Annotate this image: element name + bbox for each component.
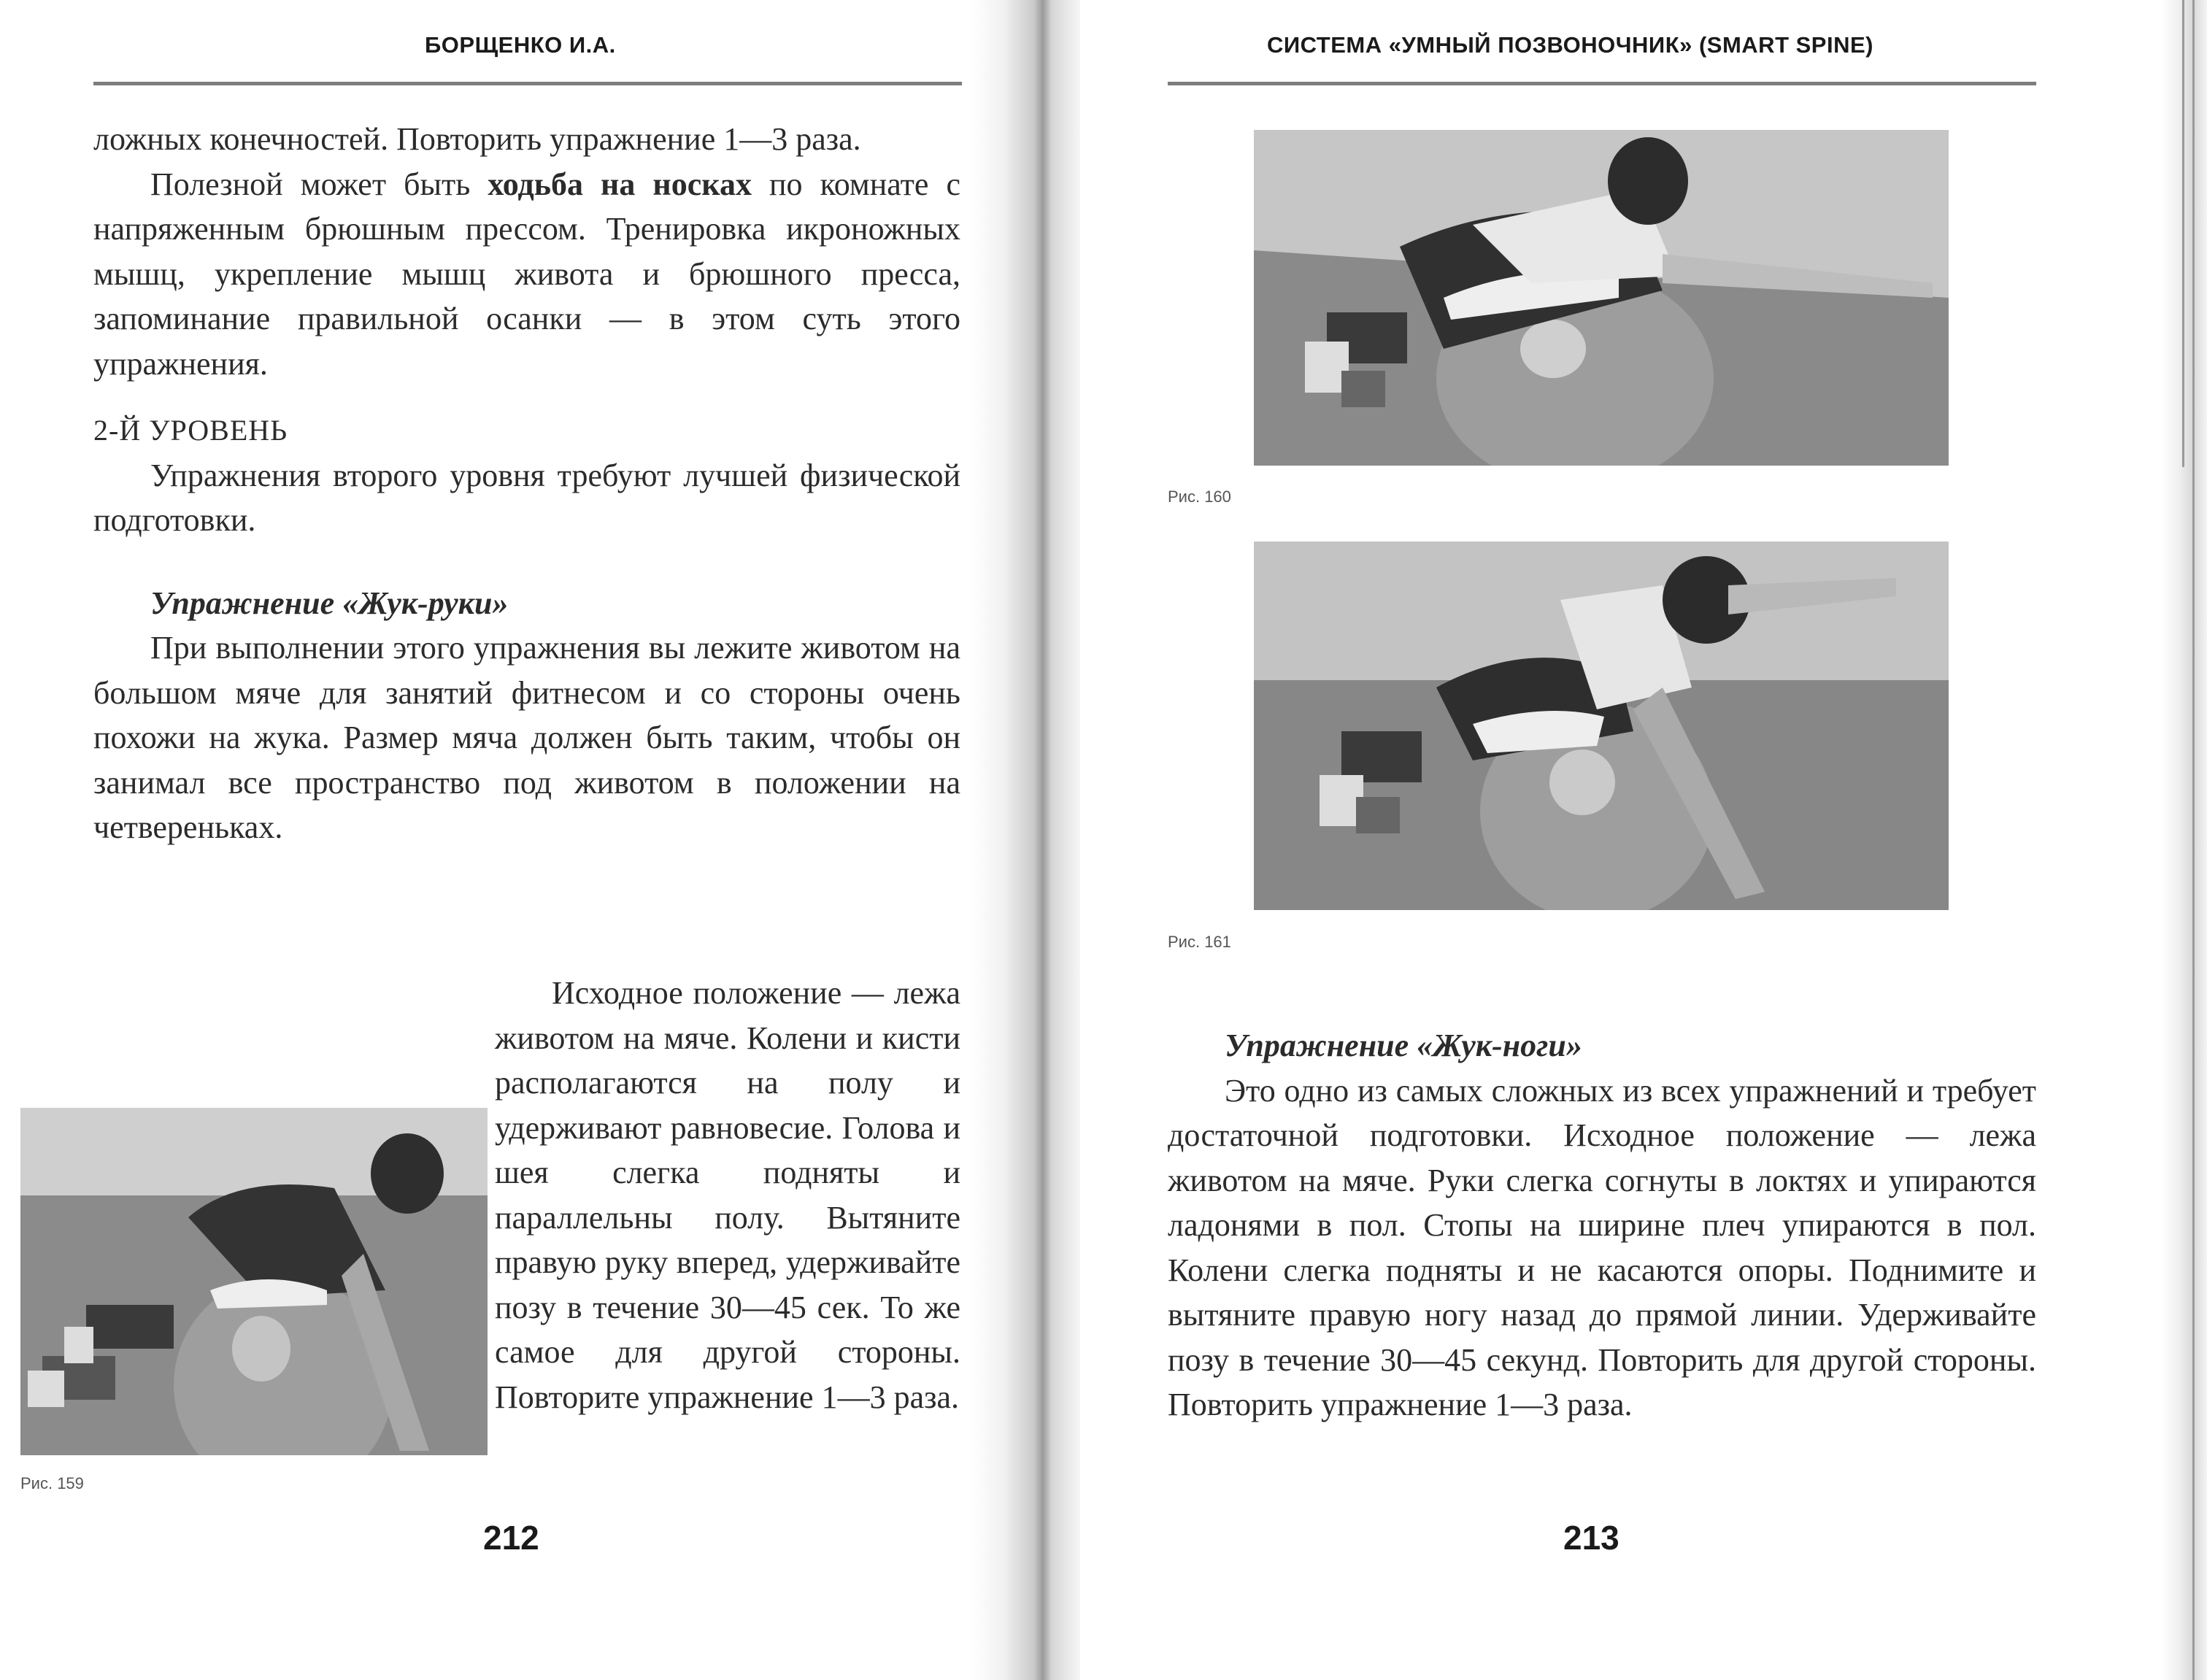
paragraph: При выполнении этого упражнения вы лежите животом на большом мяче для занятий фитнесом и со стороны очень похожи на жука. Размер мяча должен быть таким, чтобы он занимал все пространство под животом в положении на четвереньках. (93, 630, 960, 845)
text-span: Полезной может быть (150, 166, 488, 202)
header-rule (93, 82, 962, 85)
figure-160-caption: Рис. 160 (1168, 488, 1231, 506)
exercise-title: Упражнение «Жук-руки» (150, 585, 509, 621)
page-edge-line (2192, 0, 2195, 1680)
page-edge-line (2182, 0, 2184, 467)
section-heading: 2-Й УРОВЕНЬ (93, 414, 288, 447)
right-page (1022, 0, 2207, 1680)
page-number-right: 213 (1563, 1519, 1619, 1557)
paragraph: ложных конечностей. Повторить упражнение 1—3 раза. (93, 121, 861, 157)
page-number-left: 212 (483, 1519, 539, 1557)
paragraph (93, 162, 960, 387)
header-rule (1168, 82, 2036, 85)
paragraph: Это одно из самых сложных из всех упражнений и требует достаточной подготовки. Исходное положение — лежа животом на мяче. Руки слегка согнуты в локтях и упираются ладонями в пол. Стопы на ширине плеч упираются в пол. Колени слегка подняты и не касаются опоры. Поднимите и вытяните правую ногу назад до прямой линии. Удерживайте позу в течение 30—45 секунд. Повторить для другой стороны. Повторить упражнение 1—3 раза. (1168, 1072, 2036, 1422)
paragraph: Упражнения второго уровня требуют лучшей физической подготовки. (93, 457, 960, 538)
figure-160-photo (1254, 130, 1949, 466)
running-head-left: БОРЩЕНКО И.А. (425, 32, 616, 58)
figure-159-caption: Рис. 159 (20, 1474, 84, 1492)
figure-161-caption: Рис. 161 (1168, 933, 1231, 951)
text-span: по комнате с напряженным брюшным прессом. Тренировка икроножных мышц, укрепление мышц живота и брюшного пресса, запоминание правильной осанки — в этом суть этого упражнения. (93, 166, 961, 382)
right-text (1168, 1023, 2036, 1427)
bold-term: ходьба на носках (488, 166, 752, 202)
figure-161-photo (1254, 542, 1949, 910)
left-page (0, 0, 1022, 1680)
exercise-title: Упражнение «Жук-ноги» (1225, 1028, 1582, 1063)
running-head-right: СИСТЕМА «УМНЫЙ ПОЗВОНОЧНИК» (SMART SPINE) (1267, 32, 1873, 58)
left-text-upper (93, 117, 960, 850)
figure-159-photo (20, 1108, 488, 1455)
paragraph: Исходное положение — лежа животом на мяче. Колени и кисти располагаются на полу и удерживают равновесие. Голова и шея слегка подняты и параллельны полу. Вытяните правую руку вперед, удерживайте позу в течение 30—45 сек. То же самое для другой стороны. Повторите упражнение 1—3 раза. (495, 975, 960, 1415)
